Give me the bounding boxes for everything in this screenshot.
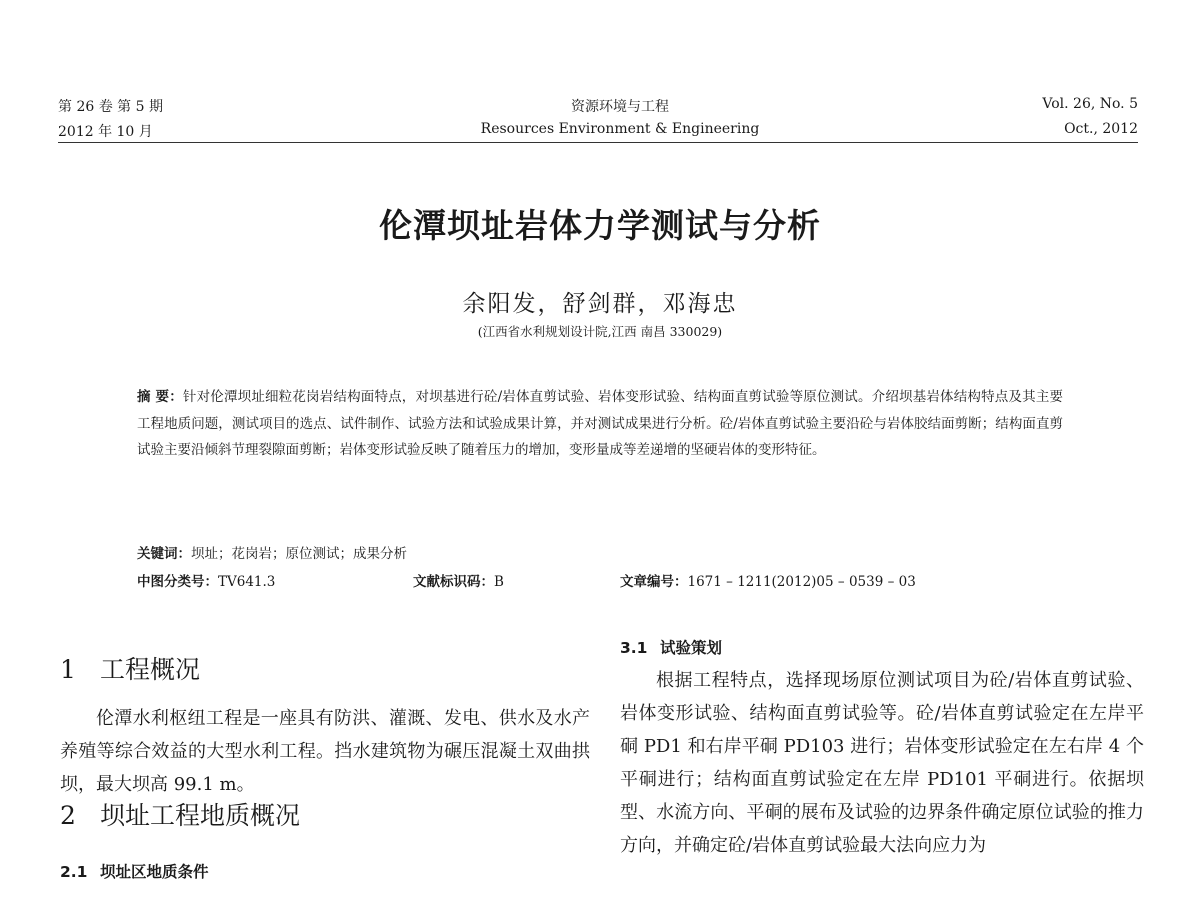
keywords-label: 关键词： [137, 546, 191, 562]
subsection-2-1-number: 2.1 [60, 863, 88, 881]
journal-title-en: Resources Environment & Engineering [480, 121, 760, 137]
section-1-heading [60, 650, 200, 686]
keywords-text: 坝址；花岗岩；原位测试；成果分析 [191, 546, 407, 562]
article-title: 伦潭坝址岩体力学测试与分析 [379, 206, 821, 245]
clc-label: 中图分类号： [137, 574, 218, 590]
doc-code-value: B [494, 574, 504, 590]
subsection-3-1-paragraph: 根据工程特点，选择现场原位测试项目为砼/岩体直剪试验、岩体变形试验、结构面直剪试验等。砼/岩体直剪试验定在左岸平硐 PD1 和右岸平硐 PD103 进行；岩体变形试验定在左右岸 4 个平硐进行；结构面直剪试验定在左岸 PD101 平硐进行。依据坝型、水流方向、平硐的展布及试验的边界条件确定原位试验的推力方向，并确定砼/岩体直剪试验最大法向应力为 [620, 670, 1144, 856]
section-2-heading [60, 796, 300, 832]
subsection-2-1-heading [60, 860, 209, 882]
header-rule [58, 142, 1138, 143]
date-en: Oct., 2012 [1064, 121, 1138, 137]
subsection-2-1-title: 坝址区地质条件 [100, 863, 209, 881]
subsection-3-1-number: 3.1 [620, 639, 648, 657]
abstract-label: 摘 要： [137, 389, 183, 405]
clc-value: TV641.3 [218, 574, 276, 590]
section-2-number: 2 [60, 801, 76, 830]
classification-row [137, 570, 1067, 590]
date-cn: 2012 年 10 月 [58, 124, 153, 140]
keywords [137, 542, 407, 562]
section-1-title: 工程概况 [100, 655, 201, 684]
author-affiliation: (江西省水利规划设计院,江西 南昌 330029) [477, 324, 723, 339]
subsection-3-1-body [620, 664, 1144, 862]
subsection-3-1-title: 试验策划 [660, 639, 723, 657]
volume-issue-en: Vol. 26, No. 5 [1042, 96, 1138, 112]
article-id-value: 1671 – 1211(2012)05 – 0539 – 03 [687, 574, 916, 590]
section-2-title: 坝址工程地质概况 [100, 801, 301, 830]
volume-issue-cn: 第 26 卷 第 5 期 [58, 99, 163, 115]
abstract-text: 针对伦潭坝址细粒花岗岩结构面特点，对坝基进行砼/岩体直剪试验、岩体变形试验、结构面直剪试验等原位测试。介绍坝基岩体结构特点及其主要工程地质问题，测试项目的选点、试件制作、试验方法和试验成果计算，并对测试成果进行分析。砼/岩体直剪试验主要沿砼与岩体胶结面剪断；结构面直剪试验主要沿倾斜节理裂隙面剪断；岩体变形试验反映了随着压力的增加，变形量成等差递增的坚硬岩体的变形特征。 [137, 389, 1063, 458]
journal-title-cn: 资源环境与工程 [571, 99, 669, 115]
doc-code-label: 文献标识码： [413, 574, 494, 590]
section-1-body [60, 702, 590, 801]
article-authors: 余阳发，舒剑群，邓海忠 [462, 291, 738, 317]
subsection-3-1-heading [620, 636, 722, 658]
article-id-label: 文章编号： [620, 574, 688, 590]
section-1-number: 1 [60, 655, 76, 684]
abstract [137, 384, 1063, 464]
section-1-paragraph: 伦潭水利枢纽工程是一座具有防洪、灌溉、发电、供水及水产养殖等综合效益的大型水利工程。挡水建筑物为碾压混凝土双曲拱坝，最大坝高 99.1 m。 [60, 708, 590, 795]
